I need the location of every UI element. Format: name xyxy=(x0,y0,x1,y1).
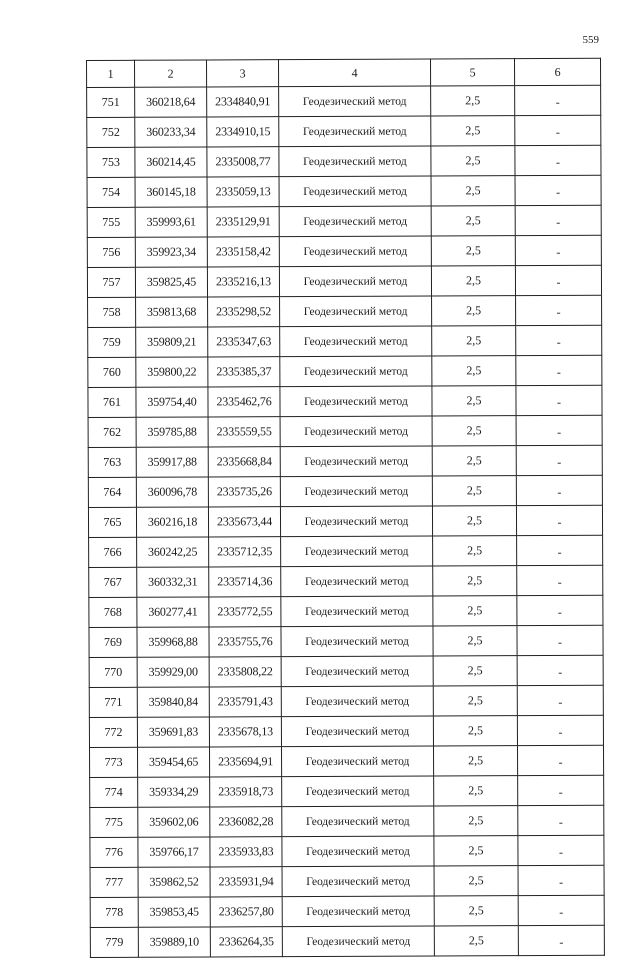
point-number-cell: 751 xyxy=(87,87,135,117)
table-row xyxy=(89,655,603,687)
point-number-cell: 753 xyxy=(87,147,135,177)
method-cell: Геодезический метод xyxy=(281,596,433,627)
y-coordinate-cell: 2335712,35 xyxy=(209,537,281,567)
accuracy-cell: 2,5 xyxy=(433,536,517,566)
y-coordinate-cell: 2334840,91 xyxy=(207,87,279,117)
method-cell: Геодезический метод xyxy=(280,326,432,357)
accuracy-cell: 2,5 xyxy=(433,566,517,596)
point-number-cell: 766 xyxy=(89,537,137,567)
note-cell: - xyxy=(515,115,601,145)
y-coordinate-cell: 2335755,76 xyxy=(209,627,281,657)
accuracy-cell: 2,5 xyxy=(431,266,515,296)
y-coordinate-cell: 2336082,28 xyxy=(210,807,282,837)
table-row xyxy=(87,265,601,297)
note-cell: - xyxy=(517,715,603,745)
point-number-cell: 769 xyxy=(89,627,137,657)
point-number-cell: 755 xyxy=(87,207,135,237)
note-cell: - xyxy=(516,475,602,505)
accuracy-cell: 2,5 xyxy=(433,716,517,746)
table-row xyxy=(87,205,601,237)
accuracy-cell: 2,5 xyxy=(434,866,518,896)
note-cell: - xyxy=(515,235,601,265)
method-cell: Геодезический метод xyxy=(281,626,433,657)
point-number-cell: 770 xyxy=(89,657,137,687)
y-coordinate-cell: 2335668,84 xyxy=(208,447,280,477)
header-col-4: 4 xyxy=(279,59,431,87)
method-cell: Геодезический метод xyxy=(279,86,431,117)
header-col-6: 6 xyxy=(514,58,600,85)
x-coordinate-cell: 360332,31 xyxy=(137,567,209,597)
table-row xyxy=(88,475,602,507)
method-cell: Геодезический метод xyxy=(280,506,432,537)
accuracy-cell: 2,5 xyxy=(433,746,517,776)
accuracy-cell: 2,5 xyxy=(433,626,517,656)
y-coordinate-cell: 2335808,22 xyxy=(209,657,281,687)
x-coordinate-cell: 360242,25 xyxy=(137,537,209,567)
y-coordinate-cell: 2335931,94 xyxy=(210,867,282,897)
point-number-cell: 767 xyxy=(89,567,137,597)
accuracy-cell: 2,5 xyxy=(431,146,515,176)
point-number-cell: 772 xyxy=(89,717,137,747)
accuracy-cell: 2,5 xyxy=(432,296,516,326)
note-cell: - xyxy=(516,415,602,445)
x-coordinate-cell: 359602,06 xyxy=(138,807,210,837)
note-cell: - xyxy=(515,175,601,205)
x-coordinate-cell: 359862,52 xyxy=(138,867,210,897)
y-coordinate-cell: 2335714,36 xyxy=(209,567,281,597)
note-cell: - xyxy=(517,685,603,715)
accuracy-cell: 2,5 xyxy=(434,806,518,836)
accuracy-cell: 2,5 xyxy=(432,476,516,506)
point-number-cell: 765 xyxy=(88,507,136,537)
method-cell: Геодезический метод xyxy=(282,776,434,807)
table-row xyxy=(88,385,602,417)
method-cell: Геодезический метод xyxy=(280,446,432,477)
y-coordinate-cell: 2335918,73 xyxy=(210,777,282,807)
note-cell: - xyxy=(517,745,603,775)
method-cell: Геодезический метод xyxy=(279,266,431,297)
table-row xyxy=(89,715,603,747)
accuracy-cell: 2,5 xyxy=(434,926,518,956)
note-cell: - xyxy=(515,145,601,175)
note-cell: - xyxy=(518,865,604,895)
header-col-3: 3 xyxy=(207,60,279,87)
y-coordinate-cell: 2335791,43 xyxy=(209,687,281,717)
method-cell: Геодезический метод xyxy=(282,836,434,867)
point-number-cell: 760 xyxy=(88,357,136,387)
y-coordinate-cell: 2336257,80 xyxy=(210,897,282,927)
accuracy-cell: 2,5 xyxy=(431,176,515,206)
method-cell: Геодезический метод xyxy=(282,806,434,837)
y-coordinate-cell: 2335216,13 xyxy=(207,267,279,297)
y-coordinate-cell: 2336264,35 xyxy=(210,927,282,957)
x-coordinate-cell: 359454,65 xyxy=(137,747,209,777)
note-cell: - xyxy=(517,655,603,685)
accuracy-cell: 2,5 xyxy=(433,596,517,626)
y-coordinate-cell: 2334910,15 xyxy=(207,117,279,147)
accuracy-cell: 2,5 xyxy=(434,896,518,926)
method-cell: Геодезический метод xyxy=(280,416,432,447)
y-coordinate-cell: 2335008,77 xyxy=(207,147,279,177)
note-cell: - xyxy=(518,835,604,865)
accuracy-cell: 2,5 xyxy=(432,386,516,416)
method-cell: Геодезический метод xyxy=(279,206,431,237)
note-cell: - xyxy=(515,85,601,115)
accuracy-cell: 2,5 xyxy=(433,686,517,716)
table-row xyxy=(87,85,601,117)
table-row xyxy=(90,865,604,897)
point-number-cell: 779 xyxy=(90,927,138,957)
y-coordinate-cell: 2335347,63 xyxy=(208,327,280,357)
note-cell: - xyxy=(516,355,602,385)
y-coordinate-cell: 2335559,55 xyxy=(208,417,280,447)
accuracy-cell: 2,5 xyxy=(431,86,515,116)
table-row xyxy=(89,625,603,657)
point-number-cell: 758 xyxy=(88,297,136,327)
note-cell: - xyxy=(518,925,604,955)
table-row xyxy=(90,805,604,837)
method-cell: Геодезический метод xyxy=(281,656,433,687)
method-cell: Геодезический метод xyxy=(280,296,432,327)
y-coordinate-cell: 2335462,76 xyxy=(208,387,280,417)
note-cell: - xyxy=(517,565,603,595)
point-number-cell: 764 xyxy=(88,477,136,507)
accuracy-cell: 2,5 xyxy=(432,446,516,476)
point-number-cell: 759 xyxy=(88,327,136,357)
table-row xyxy=(89,595,603,627)
accuracy-cell: 2,5 xyxy=(431,206,515,236)
x-coordinate-cell: 359840,84 xyxy=(137,687,209,717)
point-number-cell: 774 xyxy=(90,777,138,807)
y-coordinate-cell: 2335735,26 xyxy=(208,477,280,507)
x-coordinate-cell: 359766,17 xyxy=(138,837,210,867)
accuracy-cell: 2,5 xyxy=(431,116,515,146)
point-number-cell: 761 xyxy=(88,387,136,417)
table-row xyxy=(87,175,601,207)
table-row xyxy=(87,145,601,177)
note-cell: - xyxy=(518,895,604,925)
x-coordinate-cell: 359968,88 xyxy=(137,627,209,657)
method-cell: Геодезический метод xyxy=(280,356,432,387)
point-number-cell: 756 xyxy=(87,237,135,267)
accuracy-cell: 2,5 xyxy=(433,656,517,686)
note-cell: - xyxy=(516,295,602,325)
x-coordinate-cell: 359691,83 xyxy=(137,717,209,747)
x-coordinate-cell: 359754,40 xyxy=(136,387,208,417)
method-cell: Геодезический метод xyxy=(279,116,431,147)
coordinates-table-container xyxy=(86,58,604,958)
x-coordinate-cell: 359785,88 xyxy=(136,417,208,447)
table-row xyxy=(90,835,604,867)
y-coordinate-cell: 2335933,83 xyxy=(210,837,282,867)
x-coordinate-cell: 360096,78 xyxy=(136,477,208,507)
method-cell: Геодезический метод xyxy=(281,716,433,747)
method-cell: Геодезический метод xyxy=(282,926,434,957)
accuracy-cell: 2,5 xyxy=(432,416,516,446)
method-cell: Геодезический метод xyxy=(280,476,432,507)
table-row xyxy=(88,505,602,537)
point-number-cell: 778 xyxy=(90,897,138,927)
x-coordinate-cell: 360214,45 xyxy=(135,147,207,177)
x-coordinate-cell: 359809,21 xyxy=(136,327,208,357)
table-row xyxy=(88,355,602,387)
x-coordinate-cell: 359889,10 xyxy=(138,927,210,957)
x-coordinate-cell: 360145,18 xyxy=(135,177,207,207)
y-coordinate-cell: 2335129,91 xyxy=(207,207,279,237)
accuracy-cell: 2,5 xyxy=(431,236,515,266)
note-cell: - xyxy=(517,535,603,565)
note-cell: - xyxy=(516,385,602,415)
note-cell: - xyxy=(516,325,602,355)
point-number-cell: 775 xyxy=(90,807,138,837)
note-cell: - xyxy=(516,445,602,475)
method-cell: Геодезический метод xyxy=(282,866,434,897)
method-cell: Геодезический метод xyxy=(280,386,432,417)
x-coordinate-cell: 360233,34 xyxy=(135,117,207,147)
y-coordinate-cell: 2335158,42 xyxy=(207,237,279,267)
table-row xyxy=(89,685,603,717)
method-cell: Геодезический метод xyxy=(281,536,433,567)
point-number-cell: 773 xyxy=(89,747,137,777)
coordinates-table xyxy=(86,58,605,958)
table-body xyxy=(87,85,605,957)
x-coordinate-cell: 359334,29 xyxy=(138,777,210,807)
table-row xyxy=(88,415,602,447)
method-cell: Геодезический метод xyxy=(281,566,433,597)
point-number-cell: 768 xyxy=(89,597,137,627)
table-row xyxy=(89,745,603,777)
header-col-1: 1 xyxy=(87,60,135,87)
x-coordinate-cell: 359923,34 xyxy=(135,237,207,267)
point-number-cell: 762 xyxy=(88,417,136,447)
table-row xyxy=(90,925,604,957)
x-coordinate-cell: 360218,64 xyxy=(135,87,207,117)
table-row xyxy=(89,565,603,597)
point-number-cell: 771 xyxy=(89,687,137,717)
accuracy-cell: 2,5 xyxy=(434,776,518,806)
table-row xyxy=(88,445,602,477)
method-cell: Геодезический метод xyxy=(282,896,434,927)
table-row xyxy=(89,535,603,567)
method-cell: Геодезический метод xyxy=(281,746,433,777)
x-coordinate-cell: 359993,61 xyxy=(135,207,207,237)
x-coordinate-cell: 359929,00 xyxy=(137,657,209,687)
y-coordinate-cell: 2335298,52 xyxy=(208,297,280,327)
method-cell: Геодезический метод xyxy=(279,176,431,207)
x-coordinate-cell: 359813,68 xyxy=(136,297,208,327)
table-row xyxy=(90,895,604,927)
accuracy-cell: 2,5 xyxy=(434,836,518,866)
note-cell: - xyxy=(517,625,603,655)
header-col-2: 2 xyxy=(135,60,207,87)
note-cell: - xyxy=(516,505,602,535)
accuracy-cell: 2,5 xyxy=(432,356,516,386)
point-number-cell: 752 xyxy=(87,117,135,147)
accuracy-cell: 2,5 xyxy=(432,506,516,536)
table-row xyxy=(90,775,604,807)
table-header-row xyxy=(87,58,601,87)
y-coordinate-cell: 2335385,37 xyxy=(208,357,280,387)
y-coordinate-cell: 2335694,91 xyxy=(209,747,281,777)
header-col-5: 5 xyxy=(430,59,514,86)
note-cell: - xyxy=(518,775,604,805)
point-number-cell: 757 xyxy=(87,267,135,297)
x-coordinate-cell: 359825,45 xyxy=(135,267,207,297)
note-cell: - xyxy=(517,595,603,625)
method-cell: Геодезический метод xyxy=(279,146,431,177)
x-coordinate-cell: 359853,45 xyxy=(138,897,210,927)
y-coordinate-cell: 2335678,13 xyxy=(209,717,281,747)
x-coordinate-cell: 360216,18 xyxy=(136,507,208,537)
x-coordinate-cell: 359800,22 xyxy=(136,357,208,387)
point-number-cell: 763 xyxy=(88,447,136,477)
point-number-cell: 754 xyxy=(87,177,135,207)
table-row xyxy=(87,235,601,267)
method-cell: Геодезический метод xyxy=(279,236,431,267)
y-coordinate-cell: 2335059,13 xyxy=(207,177,279,207)
x-coordinate-cell: 359917,88 xyxy=(136,447,208,477)
accuracy-cell: 2,5 xyxy=(432,326,516,356)
method-cell: Геодезический метод xyxy=(281,686,433,717)
page-number: 559 xyxy=(582,34,599,46)
note-cell: - xyxy=(515,265,601,295)
table-row xyxy=(88,295,602,327)
point-number-cell: 776 xyxy=(90,837,138,867)
point-number-cell: 777 xyxy=(90,867,138,897)
y-coordinate-cell: 2335772,55 xyxy=(209,597,281,627)
y-coordinate-cell: 2335673,44 xyxy=(208,507,280,537)
note-cell: - xyxy=(515,205,601,235)
table-row xyxy=(87,115,601,147)
table-row xyxy=(88,325,602,357)
note-cell: - xyxy=(518,805,604,835)
x-coordinate-cell: 360277,41 xyxy=(137,597,209,627)
